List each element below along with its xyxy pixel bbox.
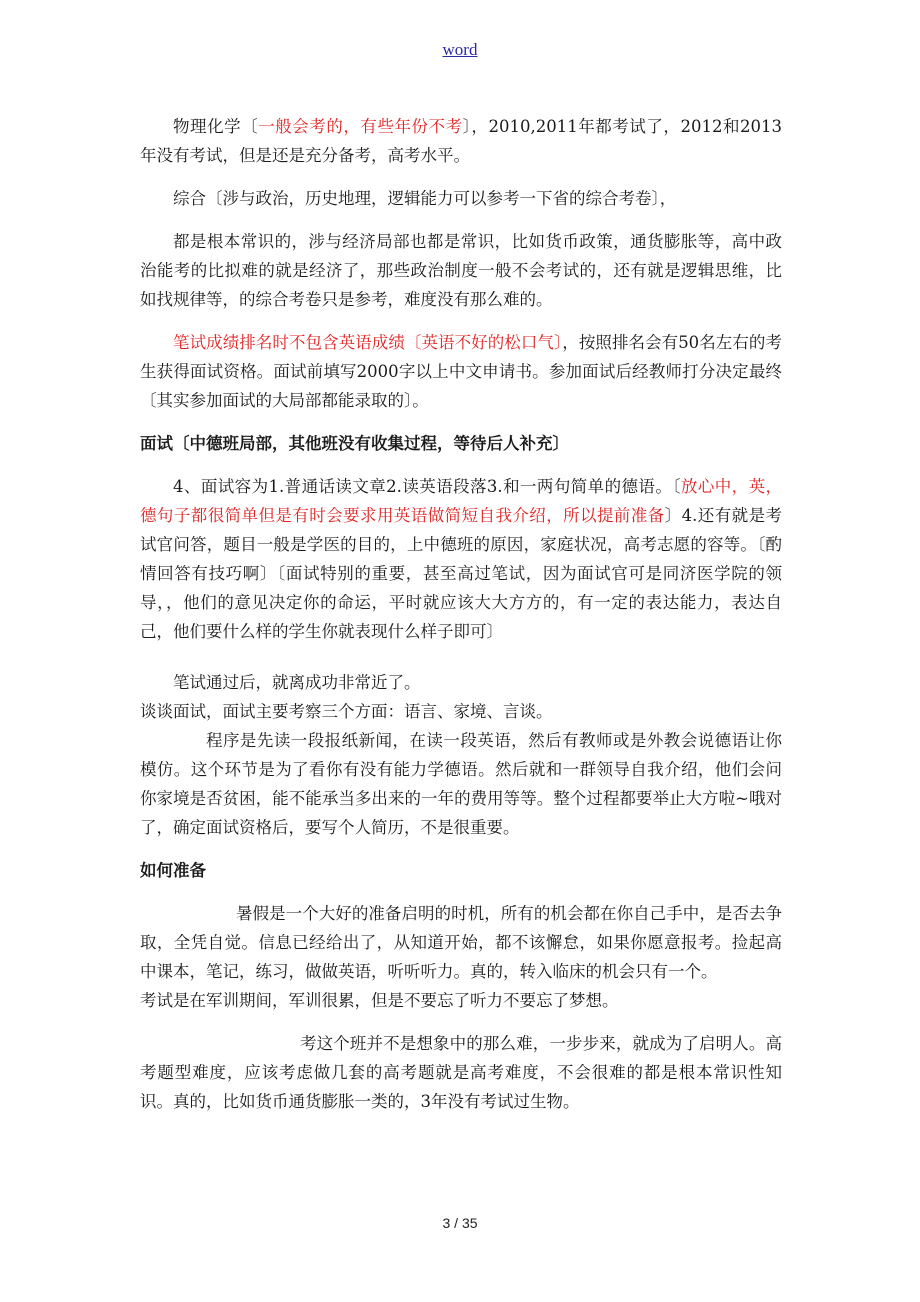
red-note: 笔试成绩排名时不包含英语成绩〔英语不好的松口气〕 (173, 333, 563, 352)
paragraph-common-sense: 都是根本常识的，涉与经济局部也都是常识，比如货币政策，通货膨胀等，高中政治能考的比拟难的就是经济了，那些政治制度一般不会考试的，还有就是逻辑思维，比如找规律等，的综合考卷只是参考，难度没有那么难的。 (140, 232, 782, 309)
paragraph-interview-content: 4、面试容为1.普通话读文章2.读英语段落3.和一两句简单的德语。〔放心中，英，德句子都很简单但是有时会要求用英语做简短自我介绍，所以提前准备〕4.还有就是考试官问答，题目一般是学医的目的，上中德班的原因，家庭状况，高考志愿的容等。〔酌情回答有技巧啊〕〔面试特别的重要，甚至高过笔试，因为面试官可是同济医学院的领导，，他们的意见决定你的命运，平时就应该大大方方的，有一定的表达能力，表达自己，他们要什么样的学生你就表现什么样子即可〕 (140, 477, 782, 641)
paragraph-physics-chemistry: 物理化学〔一般会考的，有些年份不考〕，2010,2011年都考试了，2012和2013年没有考试，但是还是充分备考，高考水平。 (140, 117, 783, 165)
paragraph-not-difficult: 考这个班并不是想象中的那么难，一步步来，就成为了启明人。高考题型难度，应该考虑做几套的高考题就是高考难度，不会很难的都是根本常识性知识。真的，比如货币通货膨胀一类的，3年没有考试过生物。 (140, 1034, 782, 1111)
page-number: 3 / 35 (442, 1215, 478, 1231)
heading-interview: 面试〔中德班局部，其他班没有收集过程，等待后人补充〕 (140, 434, 569, 453)
paragraph-comprehensive: 综合〔涉与政治，历史地理，逻辑能力可以参考一下省的综合考卷〕， (173, 189, 677, 208)
paragraph-summer: 暑假是一个大好的准备启明的时机，所有的机会都在你自己手中，是否去争取，全凭自觉。信息已经给出了，从知道开始，都不该懈怠，如果你愿意报考。捡起高中课本，笔记，练习，做做英语，听听听力。真的，转入临床的机会只有一个。 (140, 904, 782, 981)
paragraph-after-exam: 笔试通过后，就离成功非常近了。 (173, 673, 421, 692)
paragraph-military-training: 考试是在军训期间，军训很累，但是不要忘了听力不要忘了梦想。 (140, 991, 619, 1010)
page-header (0, 40, 920, 60)
header-word-link[interactable]: word (442, 40, 478, 59)
paragraph-interview-aspects: 谈谈面试，面试主要考察三个方面：语言、家境、言谈。 (140, 702, 553, 721)
document-body (140, 112, 782, 1116)
paragraph-procedure: 程序是先读一段报纸新闻，在读一段英语，然后有教师或是外教会说德语让你模仿。这个环节是为了看你有没有能力学德语。然后就和一群领导自我介绍，他们会问你家境是否贫困，能不能承当多出来的一年的费用等等。整个过程都要举止大方啦~哦对了，确定面试资格后，要写个人简历，不是很重要。 (140, 731, 782, 837)
heading-how-to-prepare: 如何准备 (140, 861, 206, 880)
red-note: 一般会考的，有些年份不考 (258, 117, 463, 136)
paragraph-ranking: 笔试成绩排名时不包含英语成绩〔英语不好的松口气〕，按照排名会有50名左右的考生获得面试资格。面试前填写2000字以上中文申请书。参加面试后经教师打分决定最终〔其实参加面试的大局部都能录取的〕。 (140, 333, 782, 410)
red-note: 放心中，英，德句子都很简单但是有时会要求用英语做简短自我介绍，所以提前准备 (140, 477, 782, 525)
